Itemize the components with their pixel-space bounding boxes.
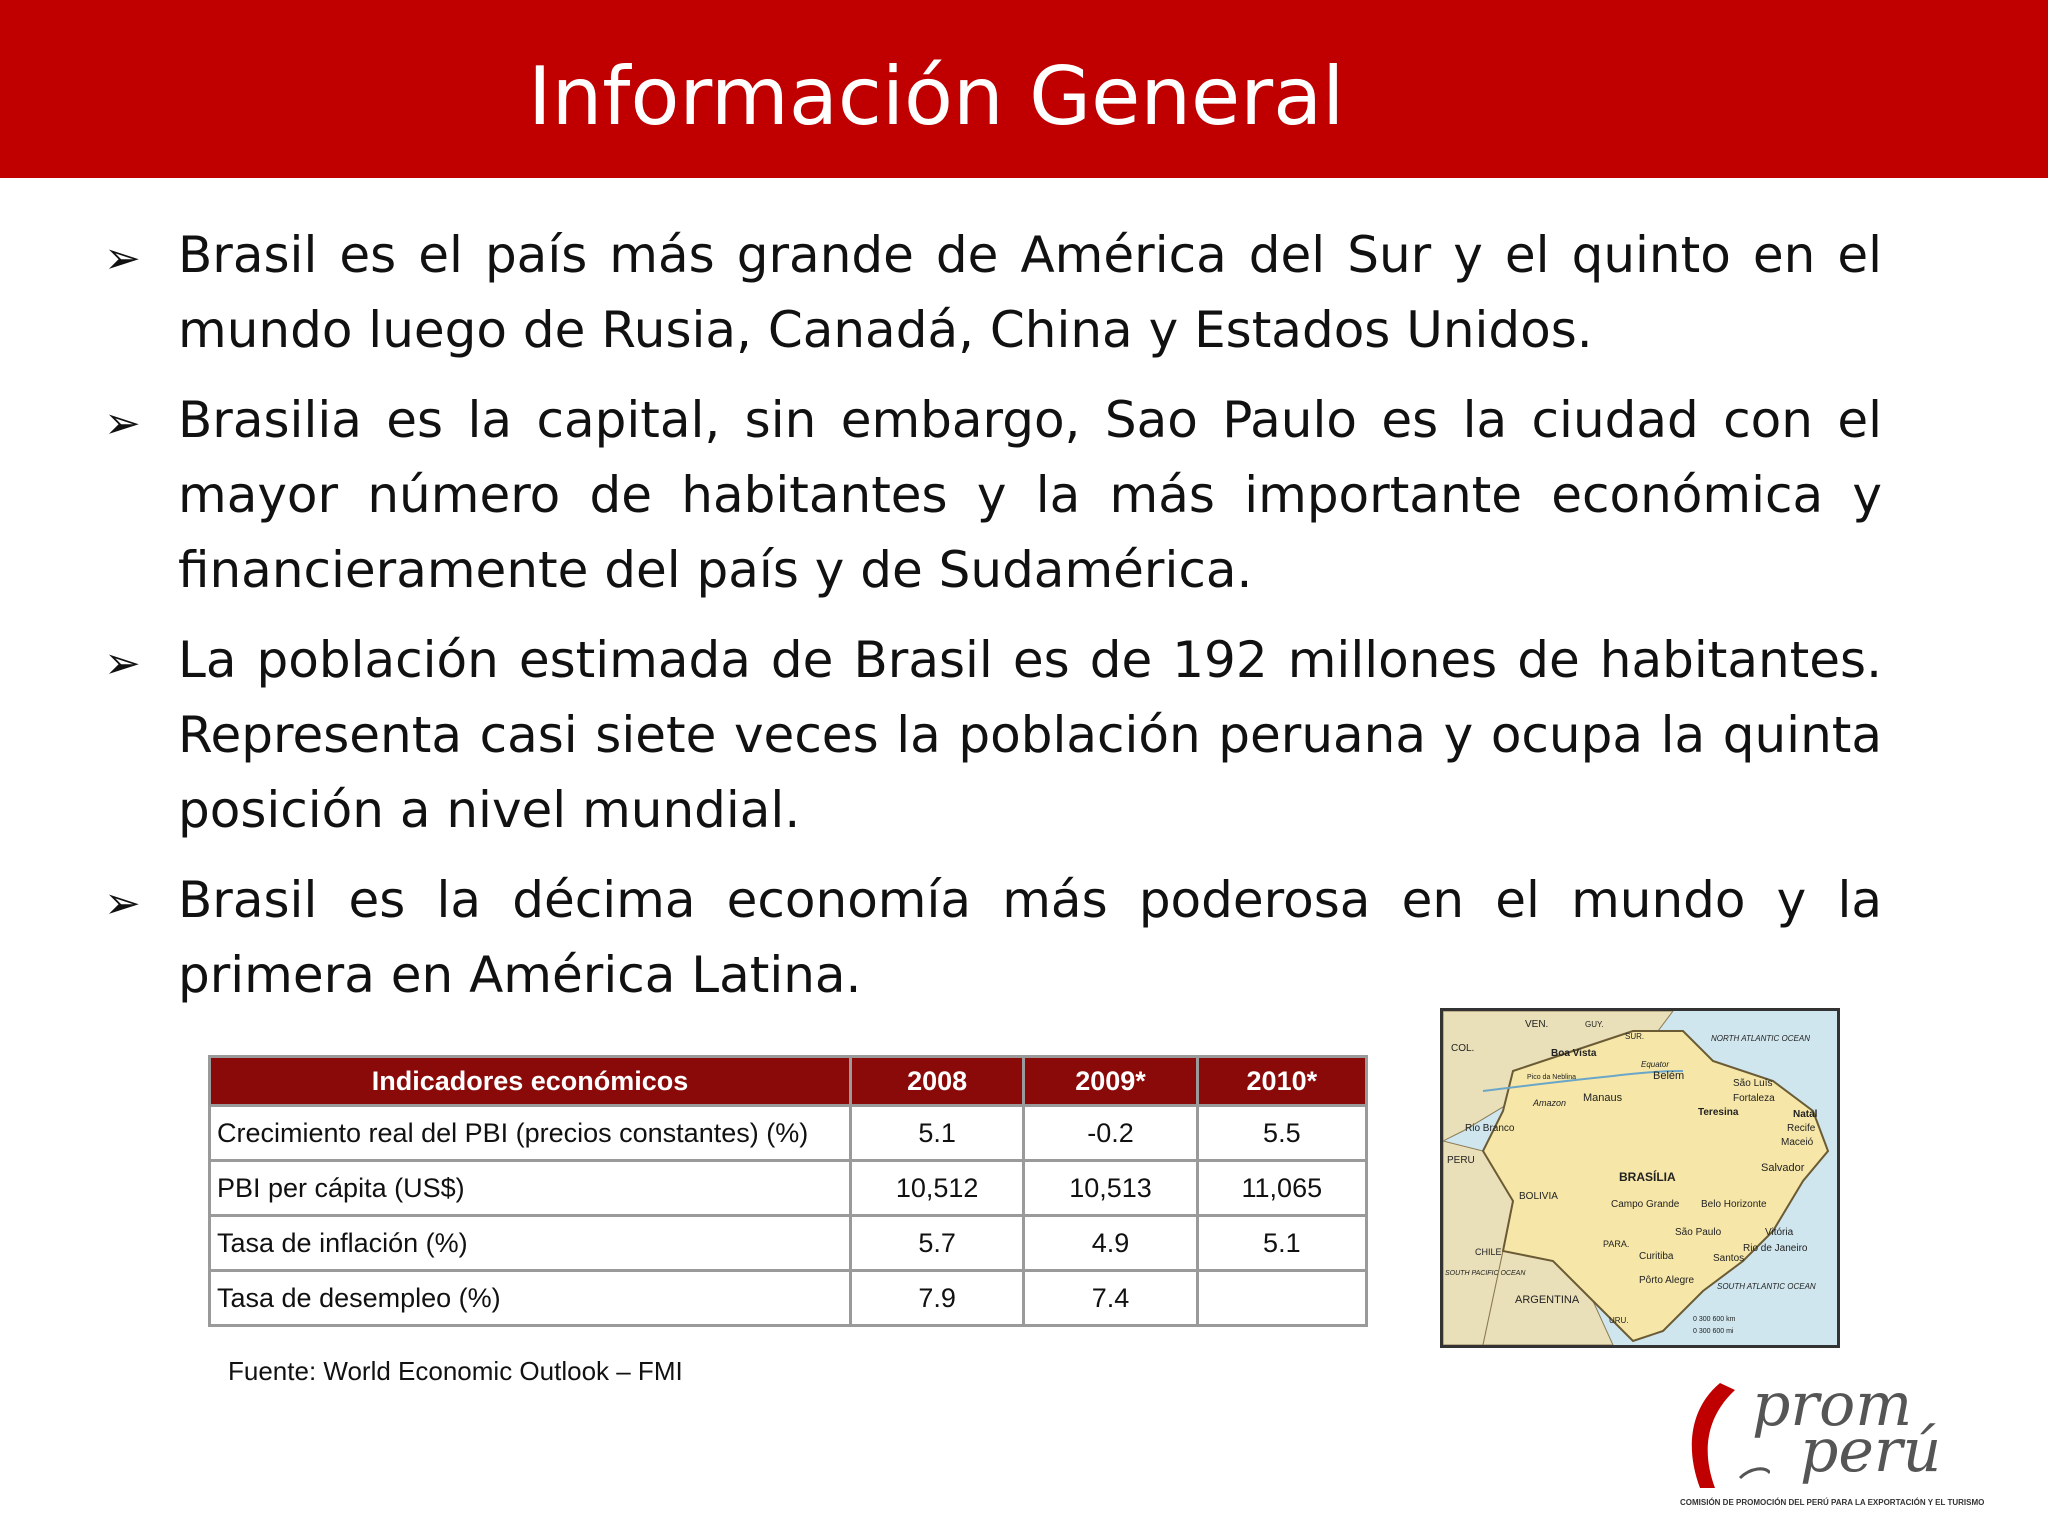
table-row — [210, 1216, 1367, 1271]
map-label: Curitiba — [1639, 1251, 1674, 1262]
table-header-row — [210, 1057, 1367, 1106]
map-label: Boa Vista — [1551, 1048, 1597, 1059]
arrow-bullet-icon: ➢ — [104, 233, 141, 284]
map-label: Natal — [1793, 1109, 1818, 1120]
source-note: Fuente: World Economic Outlook – FMI — [228, 1356, 683, 1386]
bullet-text: La población estimada de Brasil es de 192 millones de habitantes. Representa casi siete veces la población peruana y ocupa la quinta posición a nivel mundial. — [178, 631, 1882, 839]
title-bar — [0, 0, 2048, 178]
map-label: Vitória — [1765, 1227, 1794, 1238]
map-label: Maceió — [1781, 1137, 1814, 1148]
map-label: Teresina — [1698, 1107, 1739, 1118]
map-label: Amazon — [1533, 1098, 1567, 1108]
map-label: NORTH ATLANTIC OCEAN — [1711, 1034, 1810, 1043]
map-label: PARA. — [1603, 1239, 1630, 1249]
map-label: GUY. — [1585, 1020, 1604, 1029]
bullet-text: Brasil es el país más grande de América del Sur y el quinto en el mundo luego de Rusia, Canadá, China y Estados Unidos. — [178, 226, 1882, 359]
arrow-bullet-icon: ➢ — [104, 638, 141, 689]
bullet-text: Brasilia es la capital, sin embargo, Sao Paulo es la ciudad con el mayor número de habitantes y la más importante económica y financieramente del país y de Sudamérica. — [178, 391, 1882, 599]
brazil-map — [1440, 1008, 1840, 1348]
bullet-item — [100, 218, 1882, 368]
table-cell: 5.1 — [1197, 1216, 1366, 1271]
slide-title: Información General — [528, 50, 1345, 143]
column-header: 2008 — [851, 1057, 1024, 1106]
table-cell: 7.4 — [1024, 1271, 1197, 1326]
table-row — [210, 1106, 1367, 1161]
bullet-text: Brasil es la décima economía más poderosa en el mundo y la primera en América Latina. — [178, 871, 1882, 1004]
economic-indicators-table — [208, 1055, 1368, 1327]
map-label: ARGENTINA — [1515, 1294, 1580, 1306]
brazil-map-svg — [1443, 1011, 1837, 1345]
map-label: 0 300 600 km — [1693, 1316, 1736, 1323]
column-header: Indicadores económicos — [210, 1057, 851, 1106]
map-label: BOLIVIA — [1519, 1191, 1558, 1202]
table-row — [210, 1271, 1367, 1326]
map-label: URU. — [1609, 1316, 1629, 1325]
table-cell: 10,512 — [851, 1161, 1024, 1216]
logo-text-peru: perú — [1800, 1416, 1942, 1486]
logo-text-prom: prom — [1752, 1370, 1913, 1440]
row-label: Tasa de inflación (%) — [210, 1216, 851, 1271]
map-label: VEN. — [1525, 1019, 1549, 1030]
map-label: Recife — [1787, 1123, 1816, 1134]
map-label: Fortaleza — [1733, 1093, 1775, 1104]
column-header: 2010* — [1197, 1057, 1366, 1106]
table-cell: 5.1 — [851, 1106, 1024, 1161]
map-label: Salvador — [1761, 1162, 1805, 1174]
table-cell: 10,513 — [1024, 1161, 1197, 1216]
map-label: SOUTH PACIFIC OCEAN — [1445, 1270, 1526, 1277]
map-label: Campo Grande — [1611, 1199, 1680, 1210]
bullet-item — [100, 383, 1882, 608]
table-cell: -0.2 — [1024, 1106, 1197, 1161]
map-label: Pico da Neblina — [1527, 1074, 1577, 1081]
map-label: Rio de Janeiro — [1743, 1243, 1808, 1254]
arrow-bullet-icon: ➢ — [104, 398, 141, 449]
map-label: Manaus — [1583, 1092, 1623, 1104]
table-cell: 5.7 — [851, 1216, 1024, 1271]
map-label: SUR. — [1625, 1032, 1645, 1041]
map-label: São Luís — [1733, 1078, 1773, 1089]
row-label: Tasa de desempleo (%) — [210, 1271, 851, 1326]
table-cell: 4.9 — [1024, 1216, 1197, 1271]
arrow-bullet-icon: ➢ — [104, 878, 141, 929]
bullet-item — [100, 623, 1882, 848]
column-header: 2009* — [1024, 1057, 1197, 1106]
table-cell — [1197, 1271, 1366, 1326]
map-label: Belém — [1653, 1070, 1685, 1082]
table-cell: 11,065 — [1197, 1161, 1366, 1216]
promperu-logo — [1680, 1370, 1986, 1510]
map-label: CHILE — [1475, 1247, 1502, 1257]
map-label: Rio Branco — [1465, 1123, 1515, 1134]
map-label: PERU — [1447, 1155, 1475, 1166]
map-label: 0 300 600 mi — [1693, 1328, 1734, 1335]
bullet-list — [100, 218, 1882, 1028]
row-label: PBI per cápita (US$) — [210, 1161, 851, 1216]
map-label: BRASÍLIA — [1619, 1170, 1676, 1184]
map-label: Equator — [1641, 1060, 1670, 1069]
table-row — [210, 1161, 1367, 1216]
map-label: SOUTH ATLANTIC OCEAN — [1717, 1282, 1816, 1291]
table-cell: 7.9 — [851, 1271, 1024, 1326]
table-cell: 5.5 — [1197, 1106, 1366, 1161]
map-label: Belo Horizonte — [1701, 1199, 1767, 1210]
map-label: Pôrto Alegre — [1639, 1275, 1695, 1286]
map-label: Santos — [1713, 1253, 1745, 1264]
row-label: Crecimiento real del PBI (precios constantes) (%) — [210, 1106, 851, 1161]
bullet-item — [100, 863, 1882, 1013]
map-label: São Paulo — [1675, 1227, 1722, 1238]
map-label: COL. — [1451, 1043, 1475, 1054]
logo-subtitle: COMISIÓN DE PROMOCIÓN DEL PERÚ PARA LA EXPORTACIÓN Y EL TURISMO — [1680, 1498, 1985, 1507]
